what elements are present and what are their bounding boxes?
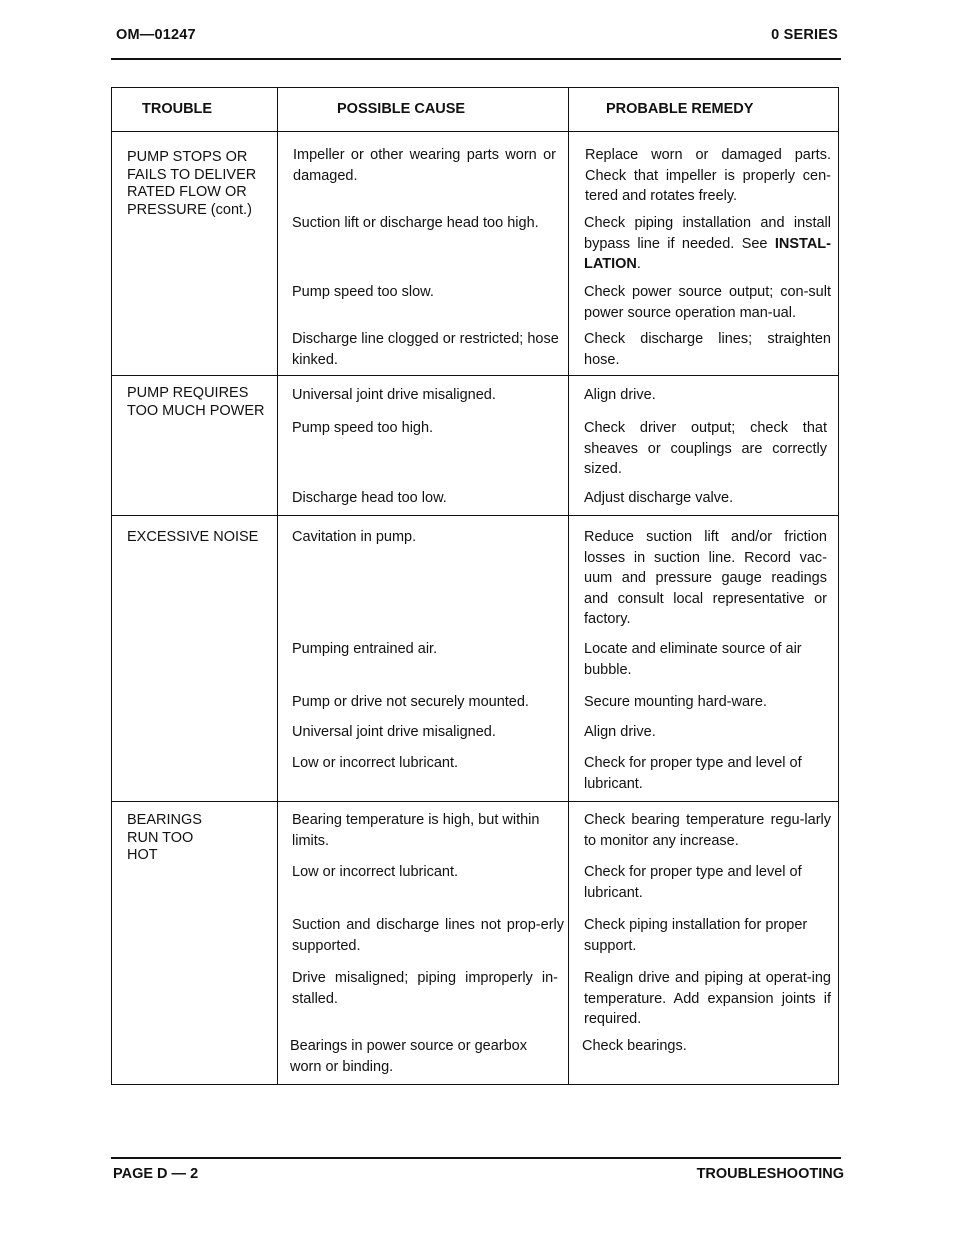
- remedy-text: Check for proper type and level of lubricant.: [584, 755, 802, 792]
- row-divider: [112, 515, 838, 516]
- remedy-text: Check discharge lines; straighten hose.: [584, 331, 831, 368]
- remedy-text: Check piping installation for proper support.: [584, 917, 808, 954]
- remedy-text: Replace worn or damaged parts. Check that impeller is properly cen-tered and rotates freely.: [585, 147, 831, 204]
- section-title: TROUBLESHOOTING: [696, 1166, 844, 1182]
- troubleshooting-table: [111, 87, 839, 1085]
- cause-text: Universal joint drive misaligned.: [292, 387, 496, 403]
- row-divider: [112, 375, 838, 376]
- cause-text: Drive misaligned; piping improperly in-stalled.: [292, 970, 558, 1007]
- cause-text: Bearings in power source or gearbox worn or binding.: [290, 1038, 527, 1075]
- remedy-text: Locate and eliminate source of air bubble.: [584, 641, 802, 678]
- remedy-text: [584, 213, 831, 275]
- column-divider: [568, 88, 569, 1084]
- trouble-label: PUMP STOPS OR FAILS TO DELIVER RATED FLOW OR PRESSURE (cont.): [127, 149, 257, 218]
- series-label: 0 SERIES: [771, 27, 838, 43]
- row-divider: [112, 131, 838, 132]
- remedy-text: Realign drive and piping at operat-ing temperature. Add expansion joints if required.: [584, 970, 831, 1027]
- footer-rule: [111, 1157, 841, 1159]
- cause-text: Pump speed too high.: [292, 420, 434, 436]
- remedy-text: Check for proper type and level of lubricant.: [584, 864, 802, 901]
- trouble-label: EXCESSIVE NOISE: [127, 529, 259, 545]
- column-divider: [277, 88, 278, 1084]
- remedy-text: Adjust discharge valve.: [584, 490, 734, 506]
- cause-text: Pump speed too slow.: [292, 284, 434, 300]
- cause-text: Discharge line clogged or restricted; hose kinked.: [292, 331, 559, 368]
- cause-text: Impeller or other wearing parts worn or damaged.: [293, 147, 556, 184]
- cause-text: Cavitation in pump.: [292, 529, 417, 545]
- cause-text: Low or incorrect lubricant.: [292, 755, 459, 771]
- header-rule: [111, 58, 841, 60]
- remedy-text: Align drive.: [584, 724, 656, 740]
- remedy-text: Align drive.: [584, 387, 656, 403]
- remedy-text-part: .: [636, 256, 641, 272]
- trouble-label: BEARINGS RUN TOO HOT: [127, 812, 202, 863]
- page-number: PAGE D — 2: [113, 1166, 199, 1182]
- remedy-text: Check bearings.: [582, 1038, 687, 1054]
- column-header-remedy: PROBABLE REMEDY: [606, 101, 754, 117]
- remedy-text: Check power source output; con-sult power source operation man-ual.: [584, 284, 831, 321]
- remedy-text: Check driver output; check that sheaves or couplings are correctly sized.: [584, 420, 827, 477]
- remedy-text-part: Check piping installation and install bypass line if needed. See: [584, 215, 831, 252]
- remedy-text: Secure mounting hard-ware.: [584, 694, 767, 710]
- cause-text: Suction lift or discharge head too high.: [292, 215, 539, 231]
- remedy-text: Check bearing temperature regu-larly to monitor any increase.: [584, 812, 831, 849]
- trouble-label: PUMP REQUIRES TOO MUCH POWER: [127, 385, 265, 419]
- column-header-trouble: TROUBLE: [142, 101, 213, 117]
- cause-text: Discharge head too low.: [292, 490, 447, 506]
- remedy-text: Reduce suction lift and/or friction losses in suction line. Record vac-uum and pressure gauge readings and consult local representative or factory.: [584, 529, 827, 627]
- cause-text: Universal joint drive misaligned.: [292, 724, 496, 740]
- document-number: OM—01247: [116, 27, 196, 43]
- row-divider: [112, 801, 838, 802]
- cause-text: Suction and discharge lines not prop-erly supported.: [292, 917, 564, 954]
- installation-reference: INSTAL-LATION: [584, 235, 831, 272]
- cause-text: Pumping entrained air.: [292, 641, 438, 657]
- cause-text: Low or incorrect lubricant.: [292, 864, 459, 880]
- column-header-cause: POSSIBLE CAUSE: [337, 101, 466, 117]
- cause-text: Pump or drive not securely mounted.: [292, 694, 529, 710]
- cause-text: Bearing temperature is high, but within limits.: [292, 812, 540, 849]
